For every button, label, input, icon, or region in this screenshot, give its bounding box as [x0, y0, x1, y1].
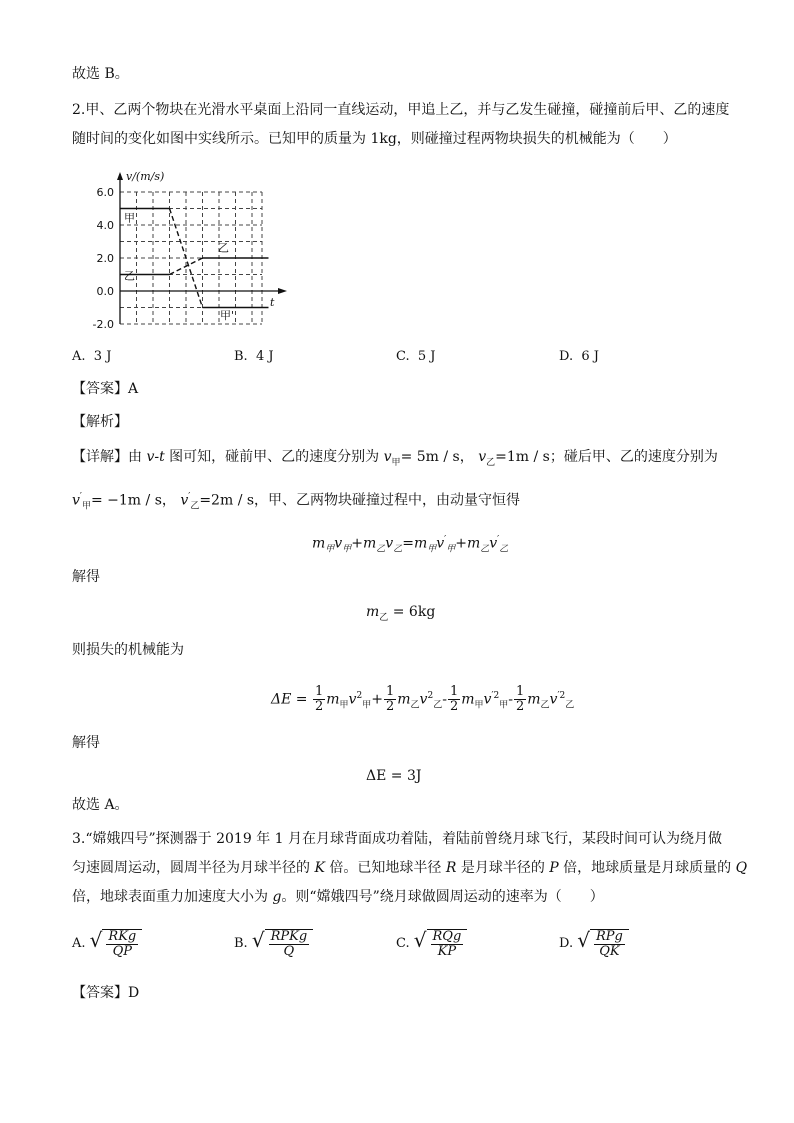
prev-conclusion: 故选 B。 — [72, 66, 129, 82]
solve-label-1: 解得 — [72, 569, 100, 585]
q2-stem-line1: 2.甲、乙两个物块在光滑水平桌面上沿同一直线运动，甲追上乙，并与乙发生碰撞，碰撞前后甲、乙的速度 — [72, 102, 730, 118]
sub-jia: 甲 — [391, 457, 401, 468]
option-letter: A. — [72, 349, 86, 364]
sep: ， — [161, 492, 176, 509]
v-jia-after-value: = −1m / s — [90, 492, 162, 509]
series-label: 乙 — [124, 269, 135, 283]
vt-chart — [84, 164, 294, 334]
y-tick-label: 4.0 — [96, 219, 114, 232]
sub-jia: 甲 — [81, 501, 91, 512]
y-tick-label: 0.0 — [96, 285, 114, 298]
option-letter: C. — [396, 349, 410, 364]
option-letter: D. — [559, 349, 574, 364]
answer-tag: 【答案】 — [72, 381, 128, 397]
q2-detail-line1 — [72, 447, 718, 473]
option-letter: C. — [396, 936, 410, 951]
x-axis-arrow — [278, 288, 287, 294]
q2-analysis-tag: 【解析】 — [72, 414, 128, 430]
q3-line3: 倍，地球表面重力加速度大小为 g。则“嫦娥四号”绕月球做圆周运动的速率为（ ） — [72, 889, 604, 905]
option-letter: D. — [559, 936, 574, 951]
m-yi-result: $m_乙 = 6kg$ — [366, 604, 436, 623]
v-jia-value: = 5m / s — [400, 449, 460, 465]
option-letter: B. — [234, 349, 248, 364]
option-letter: B. — [234, 936, 248, 951]
prime: ′ — [188, 492, 191, 502]
momentum-equation: $m_甲v_甲+m_乙v_乙=m_甲v'_甲+m_乙v'_乙$ — [312, 535, 509, 555]
answer-tag: 【答案】 — [72, 985, 128, 1001]
sub-yi: 乙 — [486, 457, 496, 468]
q3-option-c[interactable]: C. √ $\frac{\text{RQg}}{KP}$ — [396, 928, 467, 959]
q2-detail-line2 — [72, 487, 520, 516]
y-tick-label: -2.0 — [92, 318, 114, 331]
chart-labels — [124, 212, 234, 322]
series-label: 甲 — [124, 211, 135, 225]
prime: ′ — [79, 492, 82, 502]
solve-label-2: 解得 — [72, 735, 100, 751]
v-yi-after-value: =2m / s — [199, 492, 255, 509]
detail-text: 图可知，碰前甲、乙的速度分别为 — [164, 449, 384, 465]
dE-result: ΔE = 3J — [366, 768, 422, 784]
q2-option-c[interactable] — [396, 349, 436, 364]
option-letter: A. — [72, 936, 86, 951]
q3-answer — [72, 983, 139, 1003]
option-text: 4 J — [255, 349, 274, 364]
loss-label: 则损失的机械能为 — [72, 642, 184, 658]
detail-vt: v-t — [146, 449, 165, 465]
option-text: 5 J — [417, 349, 436, 364]
answer-value: A — [128, 381, 139, 397]
q2-option-b[interactable] — [234, 349, 274, 364]
q3-option-b[interactable]: B. √ $\frac{\text{RPKg}}{Q}$ — [234, 928, 313, 959]
q2-answer — [72, 379, 138, 399]
energy-equation: ΔE = $\frac{1}{2}$ $m_甲v^2_甲+$ $\frac{1}{2}$ $m_乙v^2_乙-$ $\frac{1}{2}$ $m_甲v^{'2}_甲-$ $\frac{1}{2}$ $m_乙v^{'2}_乙$ — [271, 684, 575, 715]
answer-value: D — [128, 985, 140, 1001]
var-v: v — [383, 449, 392, 465]
q2-option-a[interactable] — [72, 349, 111, 364]
chart-ticks — [93, 186, 114, 331]
q3-option-a[interactable]: A. √ $\frac{\text{RKg}}{QP}$ — [72, 928, 142, 959]
q3-option-d[interactable]: D. √ $\frac{\text{RPg}}{QK}$ — [559, 928, 629, 959]
detail-text: 由 — [128, 449, 147, 465]
q2-stem-line2: 随时间的变化如图中实线所示。已知甲的质量为 1kg，则碰撞过程两物块损失的机械能为（ ） — [72, 131, 677, 147]
var-v: v — [180, 492, 189, 509]
v-yi-value: =1m / s — [495, 449, 550, 465]
detail-text: ；碰后甲、乙的速度分别为 — [549, 449, 718, 465]
q3-line1: 3.“嫦娥四号”探测器于 2019 年 1 月在月球背面成功着陆，着陆前曾绕月球飞行，某段时间可认为绕月做 — [72, 831, 723, 847]
y-axis-label: v/(m/s) — [126, 170, 165, 183]
series-label: 乙 — [218, 241, 229, 255]
y-tick-label: 6.0 — [96, 186, 114, 199]
detail-text: ，甲、乙两物块碰撞过程中，由动量守恒得 — [254, 492, 521, 509]
q3-line2: 匀速圆周运动，圆周半径为月球半径的 K 倍。已知地球半径 R 是月球半径的 P 倍，地球质量是月球质量的 Q — [72, 860, 748, 876]
option-text: 6 J — [581, 349, 599, 364]
y-axis-arrow — [117, 172, 123, 180]
x-axis-label: t — [270, 296, 275, 309]
var-v: v — [478, 449, 487, 465]
detail-tag: 【详解】 — [72, 449, 128, 465]
q2-conclusion: 故选 A。 — [72, 797, 129, 813]
y-tick-label: 2.0 — [96, 252, 114, 265]
series-label: 甲' — [220, 309, 235, 323]
option-text: 3 J — [93, 349, 112, 364]
var-v: v — [72, 492, 80, 509]
q2-option-d[interactable] — [559, 349, 599, 364]
sep: ， — [459, 449, 474, 465]
sub-yi: 乙 — [190, 501, 200, 512]
